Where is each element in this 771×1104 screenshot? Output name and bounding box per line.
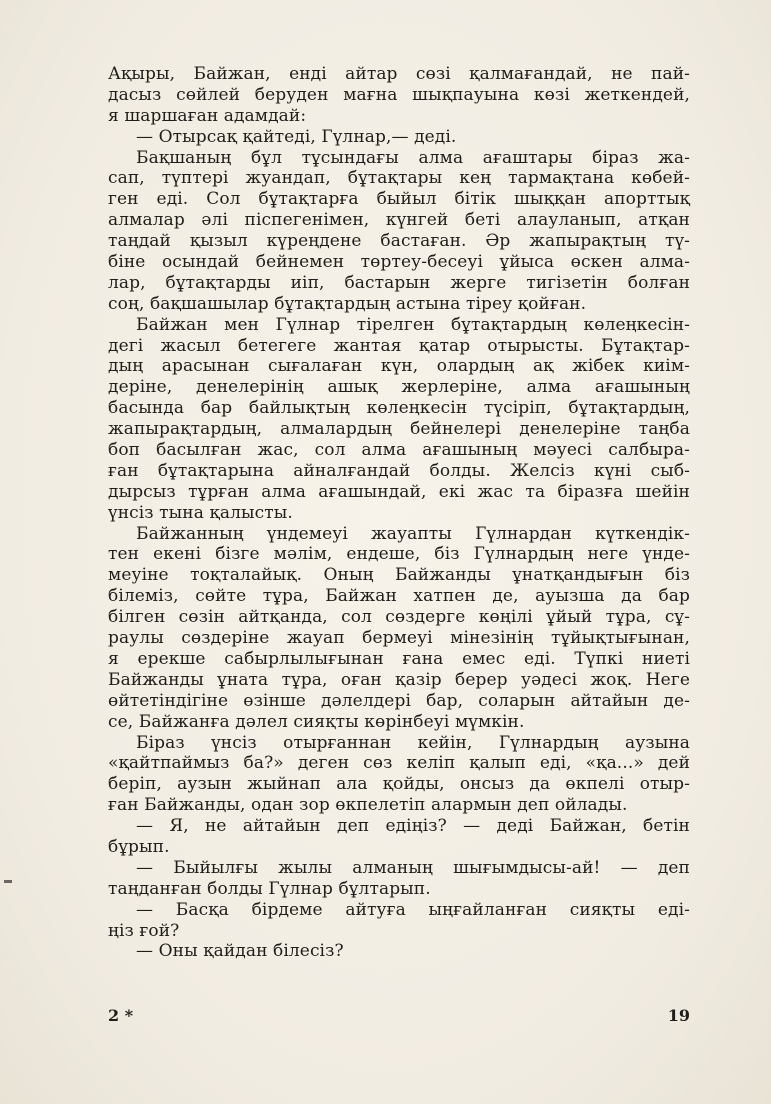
text-line: — Быйылғы жылы алманың шығымдысы-ай! — деп	[136, 857, 690, 878]
text-line: тен екені бізге мәлім, ендеше, біз Гүлнардың неге үнде-	[108, 544, 690, 565]
text-line: Байжанды ұната тұра, оған қазір берер уәдесі жоқ. Неге	[108, 669, 690, 690]
text-line: алмалар әлі піспегенімен, күнгей беті алауланып, атқан	[108, 210, 690, 231]
text-line: се, Байжанға дәлел сияқты көрінбеуі мүмкін.	[108, 711, 525, 732]
text-line: дасыз сөйлей беруден мағна шықпауына көзі жеткендей,	[108, 84, 690, 105]
text-line: таңдай қызыл күреңдене бастаған. Әр жапырақтың тү-	[108, 231, 690, 252]
printer-signature-mark: 2 *	[108, 1006, 134, 1025]
text-line: дың арасынан сығалаған күн, олардың ақ жібек киім-	[108, 356, 690, 377]
text-line: білген сөзін айтқанда, сол сөздерге көңілі ұйый тұра, сұ-	[108, 607, 690, 628]
text-line: білеміз, сөйте тұра, Байжан хатпен де, ауызша да бар	[108, 586, 690, 607]
text-line: меуіне тоқталайық. Оның Байжанды ұнатқандығын біз	[108, 565, 690, 586]
text-line: — Отырсақ қайтеді, Гүлнар,— деді.	[136, 126, 457, 147]
text-line: — Я, не айтайын деп едіңіз? — деді Байжан, бетін	[136, 816, 690, 837]
text-line: Байжан мен Гүлнар тірелген бұтақтардың көлеңкесін-	[136, 314, 690, 335]
text-line: басында бар байлықтың көлеңкесін түсіріп, бұтақтардың,	[108, 398, 690, 419]
text-line: лар, бұтақтарды иіп, бастарын жерге тигізетін болған	[108, 272, 690, 293]
text-line: Ақыры, Байжан, енді айтар сөзі қалмағандай, не пай-	[108, 64, 690, 84]
text-line: жапырақтардың, алмалардың бейнелері денелеріне таңба	[108, 419, 690, 440]
text-line: я ерекше сабырлылығынан ғана емес еді. Түпкі ниеті	[108, 648, 690, 669]
text-line: таңданған болды Гүлнар бұлтарып.	[108, 878, 431, 899]
text-line: ңіз ғой?	[108, 920, 180, 941]
text-line: біне осындай бейнемен төртеу-бесеуі ұйыса өскен алма-	[108, 252, 690, 273]
body-text	[108, 64, 690, 962]
text-line: «қайтпаймыз ба?» деген сөз келіп қалып еді, «қа...» дей	[108, 753, 690, 774]
text-line: ған Байжанды, одан зор өкпелетіп алармын деп ойлады.	[108, 795, 628, 816]
text-line: — Оны қайдан білесіз?	[136, 941, 344, 962]
text-line: Байжанның үндемеуі жауапты Гүлнардан күткендік-	[136, 523, 690, 544]
text-line: сап, түптері жуандап, бұтақтары кең тармақтана көбей-	[108, 168, 690, 189]
text-line: бұрып.	[108, 836, 170, 857]
text-line: раулы сөздеріне жауап бермеуі мінезінің тұйықтығынан,	[108, 628, 690, 649]
text-line: соң, бақшашылар бұтақтардың астына тіреу қойған.	[108, 293, 587, 314]
text-line: Біраз үнсіз отырғаннан кейін, Гүлнардың аузына	[136, 732, 690, 753]
text-line: ген еді. Сол бұтақтарға быйыл бітік шыққан апорттық	[108, 189, 690, 210]
text-line: беріп, аузын жыйнап ала қойды, онсыз да өкпелі отыр-	[108, 774, 690, 795]
text-line: деріне, денелерінің ашық жерлеріне, алма ағашының	[108, 377, 690, 398]
text-line: я шаршаған адамдай:	[108, 105, 307, 126]
text-line: Бақшаның бұл тұсындағы алма ағаштары біраз жа-	[136, 147, 690, 168]
text-line: дегі жасыл бетегеге жантая қатар отырысты. Бұтақтар-	[108, 335, 690, 356]
text-line: өйтетіндігіне өзінше дәлелдері бар, соларын айтайын де-	[108, 690, 690, 711]
page-number: 19	[667, 1006, 690, 1025]
text-line: боп басылған жас, сол алма ағашының мәуесі салбыра-	[108, 440, 690, 461]
text-line: дырсыз тұрған алма ағашындай, екі жас та біразға шейін	[108, 481, 690, 502]
text-line: ған бұтақтарына айналғандай болды. Желсіз күні сыб-	[108, 460, 690, 481]
text-line: — Басқа бірдеме айтуға ыңғайланған сияқты еді-	[136, 899, 690, 920]
text-line: үнсіз тына қалысты.	[108, 502, 293, 523]
margin-mark	[4, 880, 12, 883]
